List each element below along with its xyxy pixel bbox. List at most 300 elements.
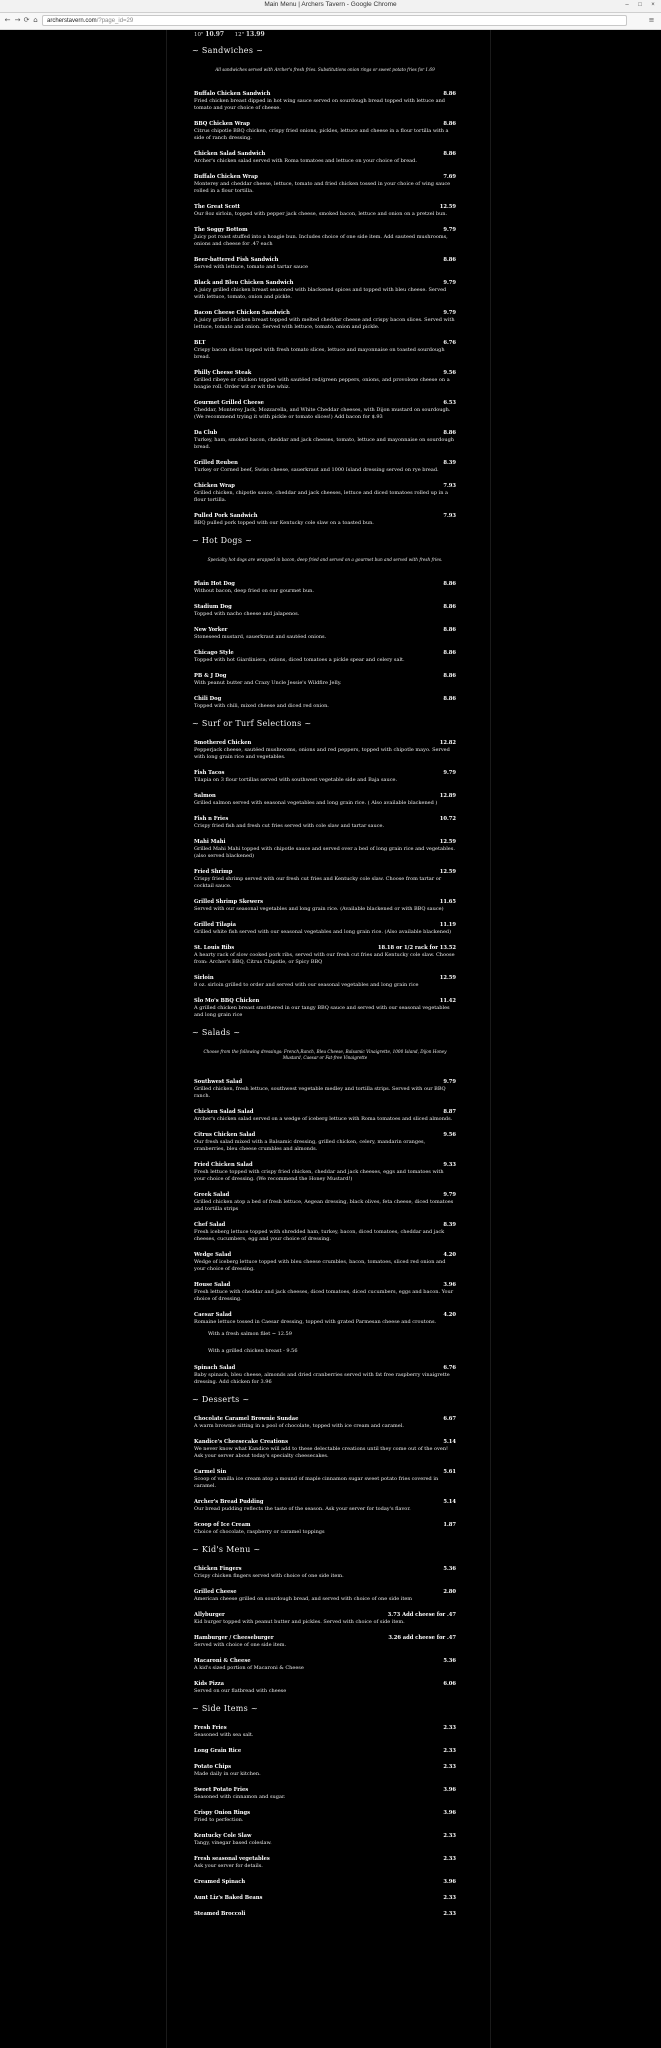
size-12: 12" xyxy=(234,32,245,38)
menu-item xyxy=(194,673,456,687)
menu-item-price: 9.79 xyxy=(443,1079,456,1085)
menu-item-description: Made daily in our kitchen. xyxy=(194,1771,261,1777)
menu-item xyxy=(194,257,456,271)
menu-item-price: 8.86 xyxy=(443,581,456,587)
menu-section xyxy=(194,1545,456,1695)
menu-item-header xyxy=(194,1658,456,1665)
reload-icon[interactable]: ⟳ xyxy=(23,16,30,24)
menu-item-name: Da Club xyxy=(194,430,218,436)
menu-item-description: Tangy, vinegar based coleslaw. xyxy=(194,1840,272,1846)
menu-item-header xyxy=(194,1439,456,1446)
menu-item-description: Kid burger topped with peanut butter and pickles. Served with choice of side item. xyxy=(194,1619,405,1625)
menu-item xyxy=(194,1879,456,1886)
price-10: 10.97 xyxy=(205,31,225,38)
menu-item-name: Steamed Broccoli xyxy=(194,1911,246,1917)
menu-item-price: 5.36 xyxy=(443,1658,456,1664)
section-title: ~ Desserts ~ xyxy=(192,1395,250,1404)
menu-item-price: 6.76 xyxy=(443,1365,456,1371)
menu-item-description: Crispy bacon slices topped with fresh tomato slices, lettuce and mayonnaise on toasted sourdough bread. xyxy=(194,347,445,360)
menu-item xyxy=(194,174,456,195)
menu-item-name: Pulled Pork Sandwich xyxy=(194,513,258,519)
menu-item-description: Baby spinach, bleu cheese, almonds and dried cranberries served with fat free raspberry vinaigrette dressing. Add chicken for 3.96 xyxy=(194,1372,450,1385)
menu-item xyxy=(194,1079,456,1100)
menu-item-description: Turkey or Corned beef, Swiss cheese, sauerkraut and 1000 Island dressing served on rye bread. xyxy=(194,467,439,473)
menu-item-description: Tilapia on 3 flour tortillas served with southwest vegetable side and Baja sauce. xyxy=(194,777,398,783)
menu-item xyxy=(194,1748,456,1755)
menu-item-name: Chili Dog xyxy=(194,696,222,702)
menu-item-description: Crispy fried shrimp served with our fresh cut fries and Kentucky cole slaw. Choose from tartar or cocktail sauce. xyxy=(194,876,442,889)
menu-item xyxy=(194,816,456,830)
menu-item-header xyxy=(194,1222,456,1229)
menu-item-header xyxy=(194,204,456,211)
menu-item-header xyxy=(194,1162,456,1169)
menu-item-header xyxy=(194,1566,456,1573)
menu-item xyxy=(194,1681,456,1695)
menu-item-description: Fried chicken breast dipped in hot wing sauce served on sourdough bread topped with lettuce and tomato and your choice of cheese. xyxy=(194,98,445,111)
menu-item xyxy=(194,430,456,451)
menu-item-description: A hearty rack of slow cooked pork ribs, served with our fresh cut fries and Kentucky cole slaw. Choose from: Archer's BBQ, Citrus Chipotle, or Spicy BBQ xyxy=(194,952,455,965)
menu-item-name: Potato Chips xyxy=(194,1764,232,1770)
menu-item-price: 5.14 xyxy=(443,1439,456,1445)
menu-item-name: Beer-battered Fish Sandwich xyxy=(194,257,279,263)
section-title: ~ Hot Dogs ~ xyxy=(192,536,253,545)
menu-item-price: 2.33 xyxy=(443,1833,456,1839)
menu-item-name: Allyburger xyxy=(194,1612,225,1618)
section-note: Specialty hot dogs are wrapped in bacon, deep fried and served on a gourmet bun and served with fresh fries. xyxy=(207,557,443,562)
menu-item xyxy=(194,1192,456,1213)
menu-item-description: Served with our seasonal vegetables and long grain rice. (Available blackened or with BBQ sauce) xyxy=(194,906,444,912)
menu-item-price: 1.87 xyxy=(443,1522,456,1528)
menu-item-name: Grilled Shrimp Skewers xyxy=(194,899,264,905)
menu-item-description: Fresh lettuce with cheddar and jack cheeses, diced tomatoes, diced cucumbers, eggs and bacon. Your choice of dressing. xyxy=(194,1289,454,1302)
menu-item xyxy=(194,91,456,112)
menu-item-header xyxy=(194,945,456,952)
menu-item-name: Kentucky Cole Slaw xyxy=(194,1833,252,1839)
forward-arrow-icon[interactable]: → xyxy=(14,16,21,24)
section-note: Choose from the following dressings: French,Ranch, Bleu Cheese, Balsamic Vinaigrette, 1000 Island, Dijon Honey Mustard, Caesar or Fat-free Vinaigrette xyxy=(203,1049,447,1060)
menu-item-header xyxy=(194,310,456,317)
menu-item-description: Archer's chicken salad served with Roma tomatoes and lettuce on your choice of bread. xyxy=(194,158,417,164)
section-title: ~ Sandwiches ~ xyxy=(192,46,264,55)
menu-item-price: 2.33 xyxy=(443,1748,456,1754)
menu-item-name: Stadium Dog xyxy=(194,604,232,610)
minimize-button[interactable]: – xyxy=(625,2,629,8)
menu-item-header xyxy=(194,975,456,982)
menu-item-name: Archer's Bread Pudding xyxy=(194,1499,264,1505)
menu-item xyxy=(194,1252,456,1273)
menu-item-header xyxy=(194,793,456,800)
menu-item-description: 8 oz. sirloin grilled to order and served with our seasonal vegetables and long grain rice xyxy=(194,982,419,988)
menu-item-name: Grilled Cheese xyxy=(194,1589,237,1595)
menu-item-header xyxy=(194,121,456,128)
menu-item-name: Fresh seasonal vegetables xyxy=(194,1856,270,1862)
menu-item-price: 8.86 xyxy=(443,121,456,127)
menu-item-price: 8.86 xyxy=(443,91,456,97)
menu-item-description: Topped with nacho cheese and jalapenos. xyxy=(194,611,300,617)
menu-item-header xyxy=(194,998,456,1005)
menu-item xyxy=(194,1612,456,1626)
menu-item-price: 11.19 xyxy=(439,922,456,928)
menu-item xyxy=(194,869,456,890)
menu-item xyxy=(194,280,456,301)
menu-item xyxy=(194,1725,456,1739)
menu-item-price: 6.06 xyxy=(443,1681,456,1687)
menu-item xyxy=(194,998,456,1019)
menu-item-price: 12.89 xyxy=(439,793,456,799)
menu-item-description: Turkey, ham, smoked bacon, cheddar and jack cheeses, tomato, lettuce and mayonnaise on sourdough bread. xyxy=(194,437,454,450)
menu-item-header xyxy=(194,151,456,158)
menu-item-name: Grilled Reuben xyxy=(194,460,238,466)
browser-toolbar xyxy=(0,13,661,30)
menu-item-name: Chicken Salad Sandwich xyxy=(194,151,266,157)
menu-item-price: 2.80 xyxy=(443,1589,456,1595)
menu-item-description: Scoop of vanilla ice cream atop a mound of maple cinnamon sugar sweet potato fries covered in caramel. xyxy=(194,1476,439,1489)
menu-item-price: 12.82 xyxy=(439,740,456,746)
menu-item-header xyxy=(194,740,456,747)
menu-item-description: A juicy grilled chicken breast seasoned with blackened spices and topped with bleu cheese. Served with lettuce, tomato, onion and pickle. xyxy=(194,287,447,300)
menu-item-description: Archer's chicken salad served on a wedge of iceberg lettuce with Roma tomatoes and sliced almonds. xyxy=(194,1116,453,1122)
menu-item-header xyxy=(194,91,456,98)
menu-item-header xyxy=(194,650,456,657)
menu-item-price: 5.61 xyxy=(443,1469,456,1475)
menu-item-name: BBQ Chicken Wrap xyxy=(194,121,250,127)
menu-item-price: 12.59 xyxy=(439,839,456,845)
close-button[interactable]: × xyxy=(651,2,655,8)
menu-item-description: American cheese grilled on sourdough bread, and served with choice of one side item xyxy=(194,1596,413,1602)
menu-item-description: Seasoned with cinnamon and sugar. xyxy=(194,1794,286,1800)
pizza-size-prices xyxy=(194,30,456,40)
menu-sections xyxy=(194,46,456,1918)
menu-item-description: A grilled chicken breast smothered in our tangy BBQ sauce and served with our seasonal vegetables and long grain rice xyxy=(194,1005,450,1018)
menu-item-header xyxy=(194,1192,456,1199)
menu-item-header xyxy=(194,1079,456,1086)
menu-item-price: 3.26 add cheese for .47 xyxy=(388,1635,456,1641)
menu-item-name: Chicago Style xyxy=(194,650,234,656)
menu-item-header xyxy=(194,1725,456,1732)
menu-item-description: Wedge of iceberg lettuce topped with bleu cheese crumbles, bacon, tomatoes, sliced red onion and your choice of dressing. xyxy=(194,1259,446,1272)
menu-item xyxy=(194,460,456,474)
menu-item xyxy=(194,400,456,421)
menu-item-description: Served with choice of one side item. xyxy=(194,1642,287,1648)
menu-item-header xyxy=(194,280,456,287)
menu-item-description: A warm brownie sitting in a pool of chocolate, topped with ice cream and caramel. xyxy=(194,1423,404,1429)
menu-item-price: 12.59 xyxy=(439,869,456,875)
menu-content xyxy=(194,30,456,1927)
menu-item-header xyxy=(194,1312,456,1319)
menu-item xyxy=(194,1658,456,1672)
menu-item-name: Black and Bleu Chicken Sandwich xyxy=(194,280,294,286)
menu-item-name: Greek Salad xyxy=(194,1192,230,1198)
menu-item xyxy=(194,1499,456,1513)
menu-item-price: 9.79 xyxy=(443,227,456,233)
menu-item-description: Stoneseed mustard, sauerkraut and sautéed onions. xyxy=(194,634,327,640)
menu-item-description: A kid's sized portion of Macaroni & Cheese xyxy=(194,1665,304,1671)
menu-item-name: The Soggy Bottom xyxy=(194,227,248,233)
menu-item xyxy=(194,1365,456,1386)
menu-item-header xyxy=(194,1499,456,1506)
menu-item-price: 4.20 xyxy=(443,1252,456,1258)
menu-item-description: Juicy pot roast stuffed into a hoagie bun. Includes choice of one side item. Add sauteed mushrooms, onions and cheese for .47 each xyxy=(194,234,448,247)
menu-item-name: Caesar Salad xyxy=(194,1312,232,1318)
section-note: All sandwiches served with Archer's fresh fries. Substitutions onion rings or sweet potato fries for 1.69 xyxy=(215,67,435,72)
menu-item-name: Mahi Mahi xyxy=(194,839,226,845)
menu-item-name: Hamburger / Cheeseburger xyxy=(194,1635,274,1641)
menu-item-header xyxy=(194,673,456,680)
menu-item xyxy=(194,627,456,641)
menu-item xyxy=(194,483,456,504)
chrome-menu-icon[interactable]: ≡ xyxy=(648,16,655,24)
menu-item-name: Fish Tacos xyxy=(194,770,225,776)
menu-item-price: 8.39 xyxy=(443,1222,456,1228)
menu-item xyxy=(194,1787,456,1801)
menu-item-description: Our fresh salad mixed with a Balsamic dressing, grilled chicken, celery, mandarin oranges, cranberries, bleu cheese crumbles and almonds. xyxy=(194,1139,426,1152)
menu-item xyxy=(194,696,456,710)
back-arrow-icon[interactable]: ← xyxy=(4,16,11,24)
menu-item-price: 8.86 xyxy=(443,430,456,436)
menu-item-description: BBQ pulled pork topped with our Kentucky cole slaw on a toasted bun. xyxy=(194,520,374,526)
menu-item-description: Served with lettuce, tomato and tartar sauce xyxy=(194,264,308,270)
menu-item-description: With peanut butter and Crazy Uncle Jessie's Wildfire Jelly. xyxy=(194,680,342,686)
menu-item-price: 9.79 xyxy=(443,770,456,776)
menu-item-header xyxy=(194,430,456,437)
menu-item-header xyxy=(194,1856,456,1863)
menu-item xyxy=(194,1222,456,1243)
menu-item-price: 4.20 xyxy=(443,1312,456,1318)
menu-item-name: Southwest Salad xyxy=(194,1079,243,1085)
menu-item-header xyxy=(194,1252,456,1259)
menu-item-name: Sweet Potato Fries xyxy=(194,1787,249,1793)
menu-item-header xyxy=(194,400,456,407)
menu-item-addon: With a grilled chicken breast - 9.56 xyxy=(208,1348,298,1354)
menu-item-name: Chocolate Caramel Brownie Sundae xyxy=(194,1416,299,1422)
menu-item-price: 3.96 xyxy=(443,1879,456,1885)
menu-item-price: 3.96 xyxy=(443,1810,456,1816)
menu-item-name: Chef Salad xyxy=(194,1222,226,1228)
menu-item-description: Romaine lettuce tossed in Caesar dressing, topped with grated Parmesan cheese and croutons. xyxy=(194,1319,437,1325)
menu-item-price: 8.86 xyxy=(443,650,456,656)
menu-item-name: New Yorker xyxy=(194,627,228,633)
menu-item-price: 7.93 xyxy=(443,513,456,519)
menu-item-description: Fried to perfection. xyxy=(194,1817,244,1823)
menu-item-name: Buffalo Chicken Sandwich xyxy=(194,91,271,97)
menu-item xyxy=(194,513,456,527)
menu-item xyxy=(194,650,456,664)
menu-item-description: Grilled salmon served with seasonal vegetables and long grain rice. ( Also available blackened ) xyxy=(194,800,438,806)
menu-item xyxy=(194,151,456,165)
menu-item-header xyxy=(194,869,456,876)
menu-item-name: Chicken Wrap xyxy=(194,483,235,489)
menu-item xyxy=(194,740,456,761)
menu-item xyxy=(194,975,456,989)
menu-item-name: Fresh Fries xyxy=(194,1725,227,1731)
menu-item-price: 5.36 xyxy=(443,1566,456,1572)
menu-item-name: Fried Chicken Salad xyxy=(194,1162,253,1168)
menu-item xyxy=(194,1895,456,1902)
menu-item xyxy=(194,1764,456,1778)
menu-item-description: Fresh iceberg lettuce topped with shredded ham, turkey, bacon, diced tomatoes, cheddar and jack cheeses, cucumbers, egg and your choice of dressing. xyxy=(194,1229,445,1242)
menu-item-price: 6.53 xyxy=(443,400,456,406)
menu-item xyxy=(194,1833,456,1847)
menu-item xyxy=(194,310,456,331)
menu-item-header xyxy=(194,1469,456,1476)
menu-item-price: 2.33 xyxy=(443,1764,456,1770)
menu-item-price: 3.73 Add cheese for .47 xyxy=(387,1612,456,1618)
menu-item-description: Crispy chicken fingers served with choice of one side item. xyxy=(194,1573,344,1579)
menu-item-header xyxy=(194,839,456,846)
menu-item-name: PB & J Dog xyxy=(194,673,227,679)
menu-item-price: 9.56 xyxy=(443,370,456,376)
menu-item-header xyxy=(194,1635,456,1642)
menu-item xyxy=(194,899,456,913)
menu-item-price: 8.39 xyxy=(443,460,456,466)
menu-item xyxy=(194,1810,456,1824)
maximize-button[interactable]: □ xyxy=(638,2,642,8)
menu-item-price: 7.93 xyxy=(443,483,456,489)
menu-item-header xyxy=(194,1787,456,1794)
menu-item xyxy=(194,1416,456,1430)
menu-item xyxy=(194,204,456,218)
menu-item-description: Grilled chicken atop a bed of fresh lettuce, Aegean dressing, black olives, feta cheese, diced tomatoes and tortilla strips xyxy=(194,1199,454,1212)
menu-item-header xyxy=(194,1833,456,1840)
menu-item xyxy=(194,1109,456,1123)
section-title: ~ Salads ~ xyxy=(192,1028,241,1037)
menu-item-description: Fresh lettuce topped with crispy fried chicken, cheddar and jack cheeses, eggs and tomatoes with your choice of dressing. (We recommend the Honey Mustard!) xyxy=(194,1169,444,1182)
menu-item-description: Cheddar, Monterey Jack, Mozzarella, and White Cheddar cheeses, with Dijon mustard on sourdough. (We recommend trying it with pickle or tomato slices!) Add bacon for $.93 xyxy=(194,407,451,420)
menu-item-name: Chicken Fingers xyxy=(194,1566,242,1572)
menu-item-header xyxy=(194,604,456,611)
menu-item-description: Grilled white fish served with our seasonal vegetables and long grain rice. (Also available blackened) xyxy=(194,929,452,935)
menu-item xyxy=(194,340,456,361)
menu-item-name: Macaroni & Cheese xyxy=(194,1658,251,1664)
menu-item-price: 9.56 xyxy=(443,1132,456,1138)
menu-item-price: 12.59 xyxy=(439,204,456,210)
menu-item-description: Choice of chocolate, raspberry or caramel toppings xyxy=(194,1529,325,1535)
menu-item-header xyxy=(194,1282,456,1289)
menu-item-description: Our 8oz sirloin, topped with pepper jack cheese, smoked bacon, lettuce and onion on a pretzel bun. xyxy=(194,211,448,217)
menu-item-name: Sirloin xyxy=(194,975,214,981)
menu-item-price: 6.67 xyxy=(443,1416,456,1422)
menu-item-description: Topped with hot Giardiniera, onions, diced tomatoes a pickle spear and celery salt. xyxy=(194,657,405,663)
menu-item-description: Seasoned with sea salt. xyxy=(194,1732,254,1738)
menu-section xyxy=(194,46,456,527)
window-titlebar xyxy=(0,0,661,13)
menu-item xyxy=(194,1162,456,1183)
menu-item-description: Grilled ribeye or chicken topped with sautéed red/green peppers, onions, and provolone cheese on a hoagie roll. Order wit or wit the whiz. xyxy=(194,377,450,390)
menu-item-header xyxy=(194,1365,456,1372)
menu-item xyxy=(194,121,456,142)
menu-item-price: 11.65 xyxy=(439,899,456,905)
menu-item-description: Our bread pudding reflects the taste of the season. Ask your server for today's flavor. xyxy=(194,1506,411,1512)
menu-item-header xyxy=(194,1109,456,1116)
menu-item-header xyxy=(194,899,456,906)
menu-item xyxy=(194,922,456,936)
menu-item xyxy=(194,581,456,595)
home-icon[interactable]: ⌂ xyxy=(33,16,38,24)
menu-item-header xyxy=(194,1612,456,1619)
menu-item-price: 8.86 xyxy=(443,151,456,157)
menu-section xyxy=(194,1704,456,1918)
menu-item-header xyxy=(194,770,456,777)
menu-item-header xyxy=(194,483,456,490)
menu-item-name: Wedge Salad xyxy=(194,1252,232,1258)
menu-item-price: 5.14 xyxy=(443,1499,456,1505)
menu-item-price: 6.76 xyxy=(443,340,456,346)
menu-item-name: Spinach Salad xyxy=(194,1365,236,1371)
menu-item-header xyxy=(194,257,456,264)
menu-item-header xyxy=(194,370,456,377)
menu-item-name: House Salad xyxy=(194,1282,231,1288)
menu-item-price: 18.18 or 1/2 rack for 13.52 xyxy=(377,945,456,951)
menu-item-name: Long Grain Rice xyxy=(194,1748,242,1754)
menu-item xyxy=(194,1469,456,1490)
menu-item-header xyxy=(194,1681,456,1688)
menu-item-name: BLT xyxy=(194,340,206,346)
menu-item-description: Grilled chicken, chipotle sauce, cheddar and jack cheeses, lettuce and diced tomatoes rolled up in a flour tortilla. xyxy=(194,490,449,503)
menu-section xyxy=(194,1028,456,1386)
menu-item xyxy=(194,1132,456,1153)
menu-item-price: 9.79 xyxy=(443,1192,456,1198)
menu-item-price: 8.86 xyxy=(443,604,456,610)
menu-item-price: 8.86 xyxy=(443,257,456,263)
window-title: Main Menu | Archers Tavern - Google Chrome xyxy=(264,1,397,8)
menu-item-header xyxy=(194,1764,456,1771)
menu-item-header xyxy=(194,816,456,823)
menu-item xyxy=(194,770,456,784)
menu-item-name: Philly Cheese Steak xyxy=(194,370,252,376)
menu-item-price: 2.33 xyxy=(443,1856,456,1862)
menu-item-price: 2.33 xyxy=(443,1911,456,1917)
menu-item-description: A juicy grilled chicken breast topped with melted cheddar cheese and crispy bacon slices. Served with lettuce, tomato and onion. Served with lettuce, tomato, onion and pickle. xyxy=(194,317,455,330)
menu-item xyxy=(194,1282,456,1303)
menu-item-name: Plain Hot Dog xyxy=(194,581,235,587)
menu-item-price: 8.86 xyxy=(443,627,456,633)
menu-item-header xyxy=(194,1748,456,1755)
menu-item xyxy=(194,1566,456,1580)
menu-item-header xyxy=(194,1895,456,1902)
address-bar[interactable] xyxy=(42,15,627,26)
menu-item-price: 12.59 xyxy=(439,975,456,981)
menu-item-price: 3.96 xyxy=(443,1282,456,1288)
menu-item-header xyxy=(194,627,456,634)
menu-item-header xyxy=(194,1522,456,1529)
menu-item-header xyxy=(194,922,456,929)
section-title: ~ Kid's Menu ~ xyxy=(192,1545,261,1554)
menu-item-price: 10.72 xyxy=(439,816,456,822)
menu-item xyxy=(194,839,456,860)
menu-item-description: Pepperjack cheese, sautéed mushrooms, onions and red peppers, topped with chipotle mayo. Served with long grain rice and vegetables. xyxy=(194,747,450,760)
menu-item-price: 8.86 xyxy=(443,696,456,702)
menu-item-price: 9.79 xyxy=(443,310,456,316)
menu-item-price: 8.87 xyxy=(443,1109,456,1115)
menu-item xyxy=(194,945,456,966)
menu-item-name: Smothered Chicken xyxy=(194,740,252,746)
menu-item-name: The Great Scott xyxy=(194,204,240,210)
menu-item-description: Citrus chipotle BBQ chicken, crispy fried onions, pickles, lettuce and cheese in a flour tortilla with a side of ranch dressing. xyxy=(194,128,449,141)
menu-item-name: Chicken Salad Salad xyxy=(194,1109,254,1115)
menu-section xyxy=(194,536,456,710)
menu-item xyxy=(194,1856,456,1870)
menu-section xyxy=(194,719,456,1019)
menu-item-name: St. Louis Ribs xyxy=(194,945,235,951)
menu-item-price: 2.33 xyxy=(443,1725,456,1731)
url-host: archerstavern.com xyxy=(47,18,97,24)
menu-item-header xyxy=(194,1911,456,1918)
menu-item-price: 9.33 xyxy=(443,1162,456,1168)
menu-item-header xyxy=(194,460,456,467)
size-10: 10" xyxy=(194,32,204,38)
menu-item xyxy=(194,1439,456,1460)
menu-item-price: 3.96 xyxy=(443,1787,456,1793)
